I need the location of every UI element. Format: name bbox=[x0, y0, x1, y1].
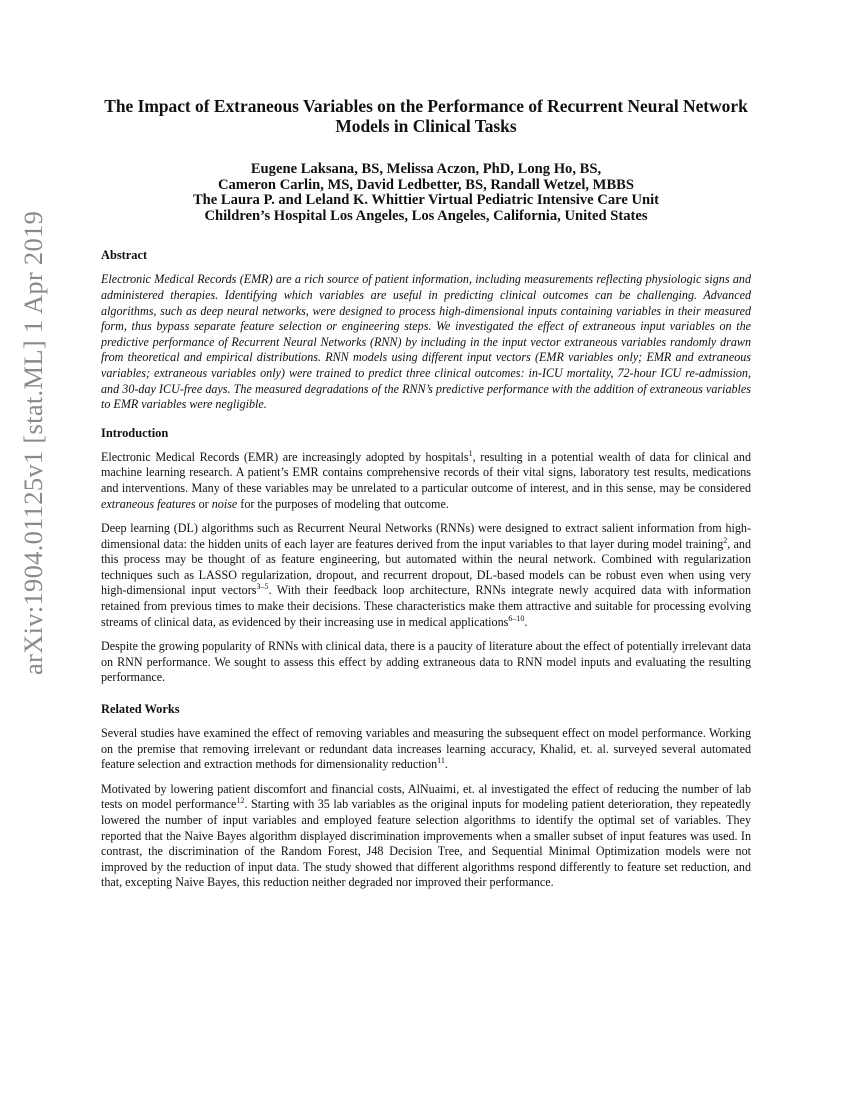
introduction-paragraph-2: Deep learning (DL) algorithms such as Recurrent Neural Networks (RNNs) were designed to extract salient information from high-dimensional data: the hidden units of each layer are features derived from the input variables to that layer during model training$^2$, and this process may be thought of as feature engineering, but automated within the neural network. Combined with regularization techniques such as LASSO regularization, dropout, and recurrent dropout, DL-based models can be robust even when using very high-dimensional input vectors$^{3-5}$. With their feedback loop architecture, RNNs integrate newly acquired data with information retained from previous times to make their decisions. These characteristics make them attractive and suitable for processing evolving streams of clinical data, as evidenced by their increasing use in medical applications$^{6-10}$. bbox=[101, 521, 751, 629]
author-block bbox=[101, 162, 751, 224]
citation-ref: 11 bbox=[437, 756, 445, 766]
related-works-paragraph-1: Several studies have examined the effect of removing variables and measuring the subsequent effect on model performance. Working on the premise that removing irrelevant or redundant data increases learning accuracy, Khalid, et. al. surveyed several automated feature selection and extraction methods for dimensionality reduction$^{11}$. bbox=[101, 726, 751, 772]
citation-ref: 12 bbox=[236, 796, 245, 806]
paper-title: The Impact of Extraneous Variables on the Performance of Recurrent Neural Network Models in Clinical Tasks bbox=[104, 96, 748, 136]
affiliation-line-2: Children’s Hospital Los Angeles, Los Angeles, California, United States bbox=[204, 207, 648, 224]
introduction-paragraph-3: Despite the growing popularity of RNNs with clinical data, there is a paucity of literature about the effect of potentially irrelevant data on RNN performance. We sought to assess this effect by adding extraneous data to RNN model inputs and evaluating the resulting performance. bbox=[101, 639, 751, 685]
citation-ref: 3–5 bbox=[256, 582, 269, 592]
introduction-heading: Introduction bbox=[101, 425, 169, 440]
related-works-paragraph-2: Motivated by lowering patient discomfort and financial costs, AlNuaimi, et. al investigated the effect of reducing the number of lab tests on model performance$^{12}$. Starting with 35 lab variables as the original inputs for modeling patient deterioration, they repeatedly lowered the number of input variables and employed feature selection algorithms to identify the optimal set of variables. They reported that the Naive Bayes algorithm displayed discrimination improvements when a smaller subset of input features was used. In contrast, the discrimination of the Random Forest, J48 Decision Tree, and Sequential Minimal Optimization models were not improved by the reduction of input data. The study showed that different algorithms respond differently to feature set reduction, and that, excepting Naive Bayes, this reduction neither degraded nor improved their performance. bbox=[101, 781, 752, 890]
citation-ref: 1 bbox=[468, 448, 473, 458]
citation-ref: 2 bbox=[723, 535, 728, 545]
author-line-1: Eugene Laksana, BS, Melissa Aczon, PhD, Long Ho, BS, bbox=[250, 161, 602, 177]
author-line-2: Cameron Carlin, MS, David Ledbetter, BS, Randall Wetzel, MBBS bbox=[217, 176, 635, 193]
citation-ref: 6–10 bbox=[508, 613, 525, 623]
affiliation-line-1: The Laura P. and Leland K. Whittier Virtual Pediatric Intensive Care Unit bbox=[192, 192, 660, 209]
arxiv-identifier: arXiv:1904.01125v1 [stat.ML] 1 Apr 2019 bbox=[18, 210, 48, 675]
introduction-paragraph-1: Electronic Medical Records (EMR) are increasingly adopted by hospitals$^1$, resulting in a potential wealth of data for clinical and machine learning research. A patient’s EMR contains comprehensive records of their vital signs, laboratory test results, medications and interventions. Many of these variables may be unrelated to a particular outcome of interest, and in this sense, may be considered extraneous features or noise for the purposes of modeling that outcome. bbox=[101, 448, 752, 511]
abstract-text: Electronic Medical Records (EMR) are a rich source of patient information, including measurements reflecting physiologic signs and administered therapies. Identifying which variables are useful in predicting clinical outcomes can be challenging. Advanced algorithms, such as deep neural networks, were designed to process high-dimensional inputs containing variables in their measured form, thus bypass separate feature selection or engineering steps. We investigated the effect of extraneous input variables on the predictive performance of Recurrent Neural Networks (RNN) by including in the input vector extraneous variables randomly drawn from theoretical and empirical distributions. RNN models using different input vectors (EMR variables only; EMR and extraneous variables; extraneous variables only) were trained to predict three clinical outcomes: in-ICU mortality, 72-hour ICU re-admission, and 30-day ICU-free days. The measured degradations of the RNN’s predictive performance with the addition of extraneous variables to EMR variables were negligible. bbox=[101, 272, 751, 412]
related-works-heading: Related Works bbox=[101, 702, 180, 717]
paper-page bbox=[101, 96, 751, 900]
abstract-heading: Abstract bbox=[101, 248, 148, 263]
